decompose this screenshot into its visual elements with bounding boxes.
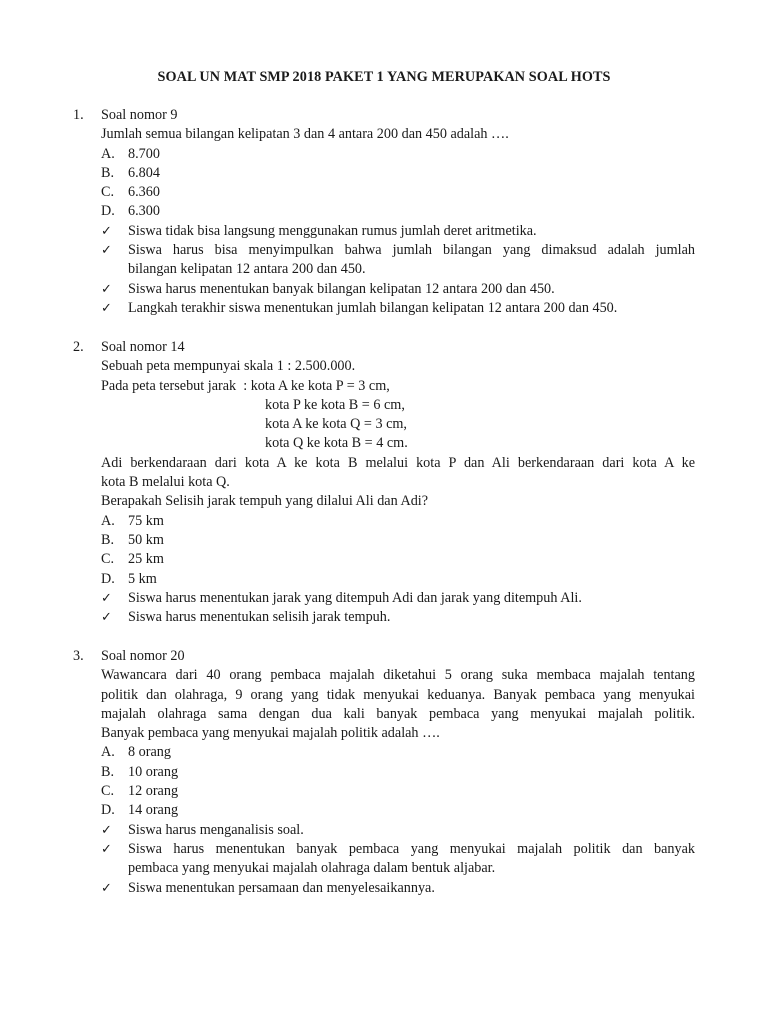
question-text: Banyak pembaca yang menyukai majalah politik adalah …. [101, 725, 440, 742]
option-a [101, 512, 695, 531]
question-3 [73, 647, 695, 898]
option-text: 5 km [128, 570, 157, 587]
option-text: 8 orang [128, 744, 171, 761]
option-letter: A. [101, 744, 115, 761]
checkmark-icon: ✓ [101, 880, 112, 896]
option-letter: C. [101, 783, 115, 800]
option-text: 8.700 [128, 145, 160, 162]
check-item [101, 879, 695, 898]
checkmark-icon: ✓ [101, 822, 112, 838]
check-item [101, 608, 695, 627]
check-item [101, 589, 695, 608]
check-text: Siswa harus menentukan banyak pembaca yang menyukai majalah politik dan banyak [128, 840, 695, 857]
option-letter: B. [101, 763, 115, 780]
question-text: politik dan olahraga, 9 orang yang tidak menyukai keduanya. Banyak pembaca yang menyukai [101, 686, 695, 703]
option-c [101, 183, 695, 202]
question-number: 1. [73, 107, 84, 123]
check-text: Siswa harus menentukan selisih jarak tempuh. [128, 609, 391, 626]
check-text: Siswa tidak bisa langsung menggunakan rumus jumlah deret aritmetika. [128, 222, 537, 239]
distance-line: kota Q ke kota B = 4 cm. [265, 435, 408, 452]
option-letter: D. [101, 802, 115, 819]
checkmark-icon: ✓ [101, 300, 112, 316]
check-item [101, 299, 695, 318]
check-item [101, 241, 695, 280]
option-d [101, 570, 695, 589]
option-text: 12 orang [128, 783, 179, 800]
option-text: 75 km [128, 512, 164, 529]
check-text: Siswa harus menganalisis soal. [128, 821, 304, 838]
option-c [101, 782, 695, 801]
check-text: Siswa menentukan persamaan dan menyelesaikannya. [128, 879, 435, 896]
option-letter: D. [101, 203, 115, 220]
paragraph-line: kota B melalui kota Q. [101, 474, 230, 491]
option-text: 14 orang [128, 802, 179, 819]
check-text: Langkah terakhir siswa menentukan jumlah bilangan kelipatan 12 antara 200 dan 450. [128, 299, 618, 316]
checkmark-icon: ✓ [101, 243, 112, 259]
option-a [101, 145, 695, 164]
check-text: pembaca yang menyukai majalah olahraga dalam bentuk aljabar. [128, 860, 496, 877]
question-label: Soal nomor 9 [101, 107, 178, 123]
checkmark-icon: ✓ [101, 610, 112, 626]
question-number: 3. [73, 648, 84, 664]
option-text: 10 orang [128, 763, 179, 780]
option-b [101, 531, 695, 550]
check-item [101, 840, 695, 879]
question-text: majalah olahraga sama dengan dua kali banyak pembaca yang menyukai majalah politik. [101, 705, 695, 722]
question-label: Soal nomor 14 [101, 339, 185, 355]
option-b [101, 763, 695, 782]
question-header [73, 647, 695, 898]
option-text: 50 km [128, 531, 164, 548]
question-text: Pada peta tersebut jarak : kota A ke kota P = 3 cm, [101, 377, 390, 394]
option-letter: B. [101, 531, 115, 548]
option-a [101, 743, 695, 762]
question-label: Soal nomor 20 [101, 648, 185, 664]
distance-line: kota P ke kota B = 6 cm, [265, 396, 405, 413]
option-letter: D. [101, 570, 115, 587]
paragraph-line: Berapakah Selisih jarak tempuh yang dilalui Ali dan Adi? [101, 493, 429, 510]
option-c [101, 550, 695, 569]
check-text: Siswa harus menentukan jarak yang ditempuh Adi dan jarak yang ditempuh Ali. [128, 589, 582, 606]
option-text: 6.804 [128, 164, 160, 181]
check-item [101, 280, 695, 299]
checkmark-icon: ✓ [101, 841, 112, 857]
checkmark-icon: ✓ [101, 223, 112, 239]
check-text: bilangan kelipatan 12 antara 200 dan 450. [128, 261, 366, 278]
option-text: 6.300 [128, 203, 160, 220]
check-item [101, 821, 695, 840]
option-d [101, 801, 695, 820]
option-letter: B. [101, 164, 115, 181]
option-d [101, 202, 695, 221]
option-text: 25 km [128, 551, 164, 568]
check-text: Siswa harus menentukan banyak bilangan kelipatan 12 antara 200 dan 450. [128, 280, 555, 297]
option-letter: A. [101, 145, 115, 162]
question-2 [73, 338, 695, 627]
question-header [73, 106, 695, 318]
option-b [101, 164, 695, 183]
question-text: Sebuah peta mempunyai skala 1 : 2.500.000. [101, 358, 356, 375]
option-text: 6.360 [128, 184, 160, 201]
option-letter: C. [101, 184, 115, 201]
question-text: Wawancara dari 40 orang pembaca majalah diketahui 5 orang suka membaca majalah tentang [101, 667, 695, 684]
check-text: Siswa harus bisa menyimpulkan bahwa jumlah bilangan yang dimaksud adalah jumlah [128, 242, 695, 259]
checkmark-icon: ✓ [101, 281, 112, 297]
question-text: Jumlah semua bilangan kelipatan 3 dan 4 antara 200 dan 450 adalah …. [101, 126, 509, 143]
paragraph-line: Adi berkendaraan dari kota A ke kota B melalui kota P dan Ali berkendaraan dari kota A ke [101, 454, 695, 471]
check-item [101, 222, 695, 241]
option-letter: C. [101, 551, 115, 568]
question-header [73, 338, 695, 627]
distance-line: kota A ke kota Q = 3 cm, [265, 416, 407, 433]
checkmark-icon: ✓ [101, 590, 112, 606]
option-letter: A. [101, 512, 115, 529]
question-number: 2. [73, 339, 84, 355]
question-1 [73, 106, 695, 318]
document-title: SOAL UN MAT SMP 2018 PAKET 1 YANG MERUPAKAN SOAL HOTS [157, 69, 611, 85]
